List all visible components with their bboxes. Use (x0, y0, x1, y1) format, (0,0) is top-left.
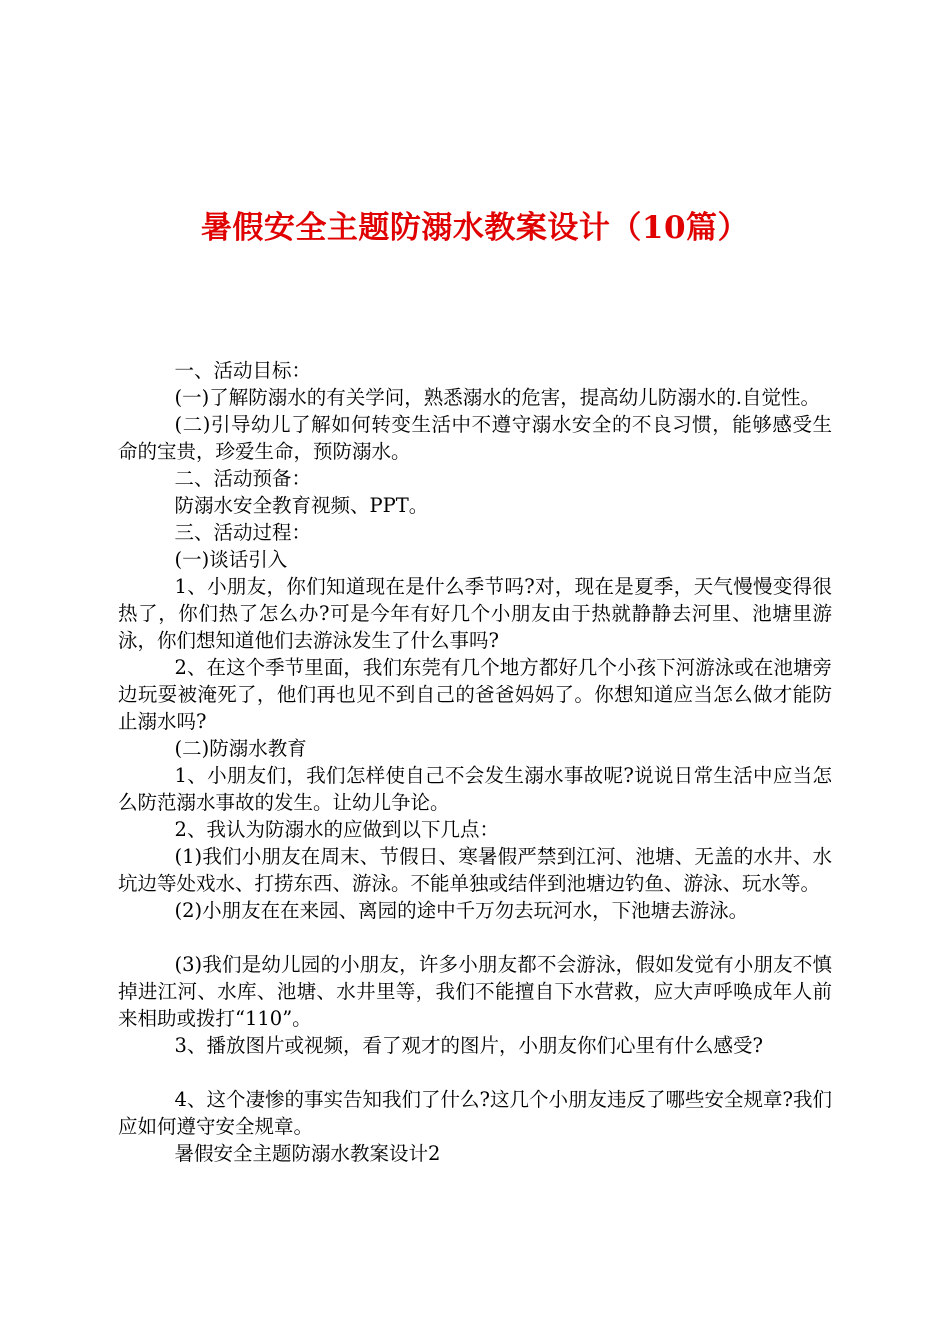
section-heading-process: 三、活动过程： (174, 521, 312, 544)
paragraph: 2、我认为防溺水的应做到以下几点： (174, 818, 499, 841)
paragraph: 2、在这个季节里面，我们东莞有几个地方都好几个小孩下河游泳或在池塘旁边玩耍被淹死了，他们再也见不到自己的爸爸妈妈了。你想知道应当怎么做才能防止溺水吗? (118, 656, 832, 733)
paragraph: 4、这个凄惨的事实告知我们了什么?这几个小朋友违反了哪些安全规章?我们应如何遵守安全规章。 (118, 1088, 832, 1138)
paragraph: (3)我们是幼儿园的小朋友，许多小朋友都不会游泳，假如发觉有小朋友不慎掉进江河、水库、池塘、水井里等，我们不能擅自下水营救，应大声呼唤成年人前来相助或拨打“110”。 (118, 953, 832, 1030)
subheading-intro: (一)谈话引入 (174, 548, 288, 571)
paragraph: (一)了解防溺水的有关学问，熟悉溺水的危害，提高幼儿防溺水的.自觉性。 (174, 386, 820, 409)
paragraph: 3、播放图片或视频，看了观才的图片，小朋友你们心里有什么感受? (174, 1034, 763, 1057)
paragraph: 1、小朋友们，我们怎样使自己不会发生溺水事故呢?说说日常生活中应当怎么防范溺水事故的发生。让幼儿争论。 (118, 764, 832, 814)
document-title: 暑假安全主题防溺水教案设计（10篇） (200, 210, 750, 246)
paragraph: 1、小朋友，你们知道现在是什么季节吗?对，现在是夏季，天气慢慢变得很热了，你们热了怎么办?可是今年有好几个小朋友由于热就静静去河里、池塘里游泳，你们想知道他们去游泳发生了什么事吗? (118, 575, 832, 652)
section-heading-preparation: 二、活动预备： (174, 467, 312, 490)
paragraph: 防溺水安全教育视频、PPT。 (174, 494, 429, 517)
paragraph: (1)我们小朋友在周末、节假日、寒暑假严禁到江河、池塘、无盖的水井、水坑边等处戏水、打捞东西、游泳。不能单独或结伴到池塘边钓鱼、游泳、玩水等。 (118, 845, 832, 895)
section-heading-objectives: 一、活动目标： (174, 359, 312, 382)
paragraph: (二)引导幼儿了解如何转变生活中不遵守溺水安全的不良习惯，能够感受生命的宝贵，珍爱生命，预防溺水。 (118, 413, 832, 463)
subheading-education: (二)防溺水教育 (174, 737, 307, 760)
document-body (118, 357, 832, 1167)
paragraph: (2)小朋友在在来园、离园的途中千万勿去玩河水，下池塘去游泳。 (174, 899, 749, 922)
next-section-title: 暑假安全主题防溺水教案设计2 (174, 1142, 441, 1165)
